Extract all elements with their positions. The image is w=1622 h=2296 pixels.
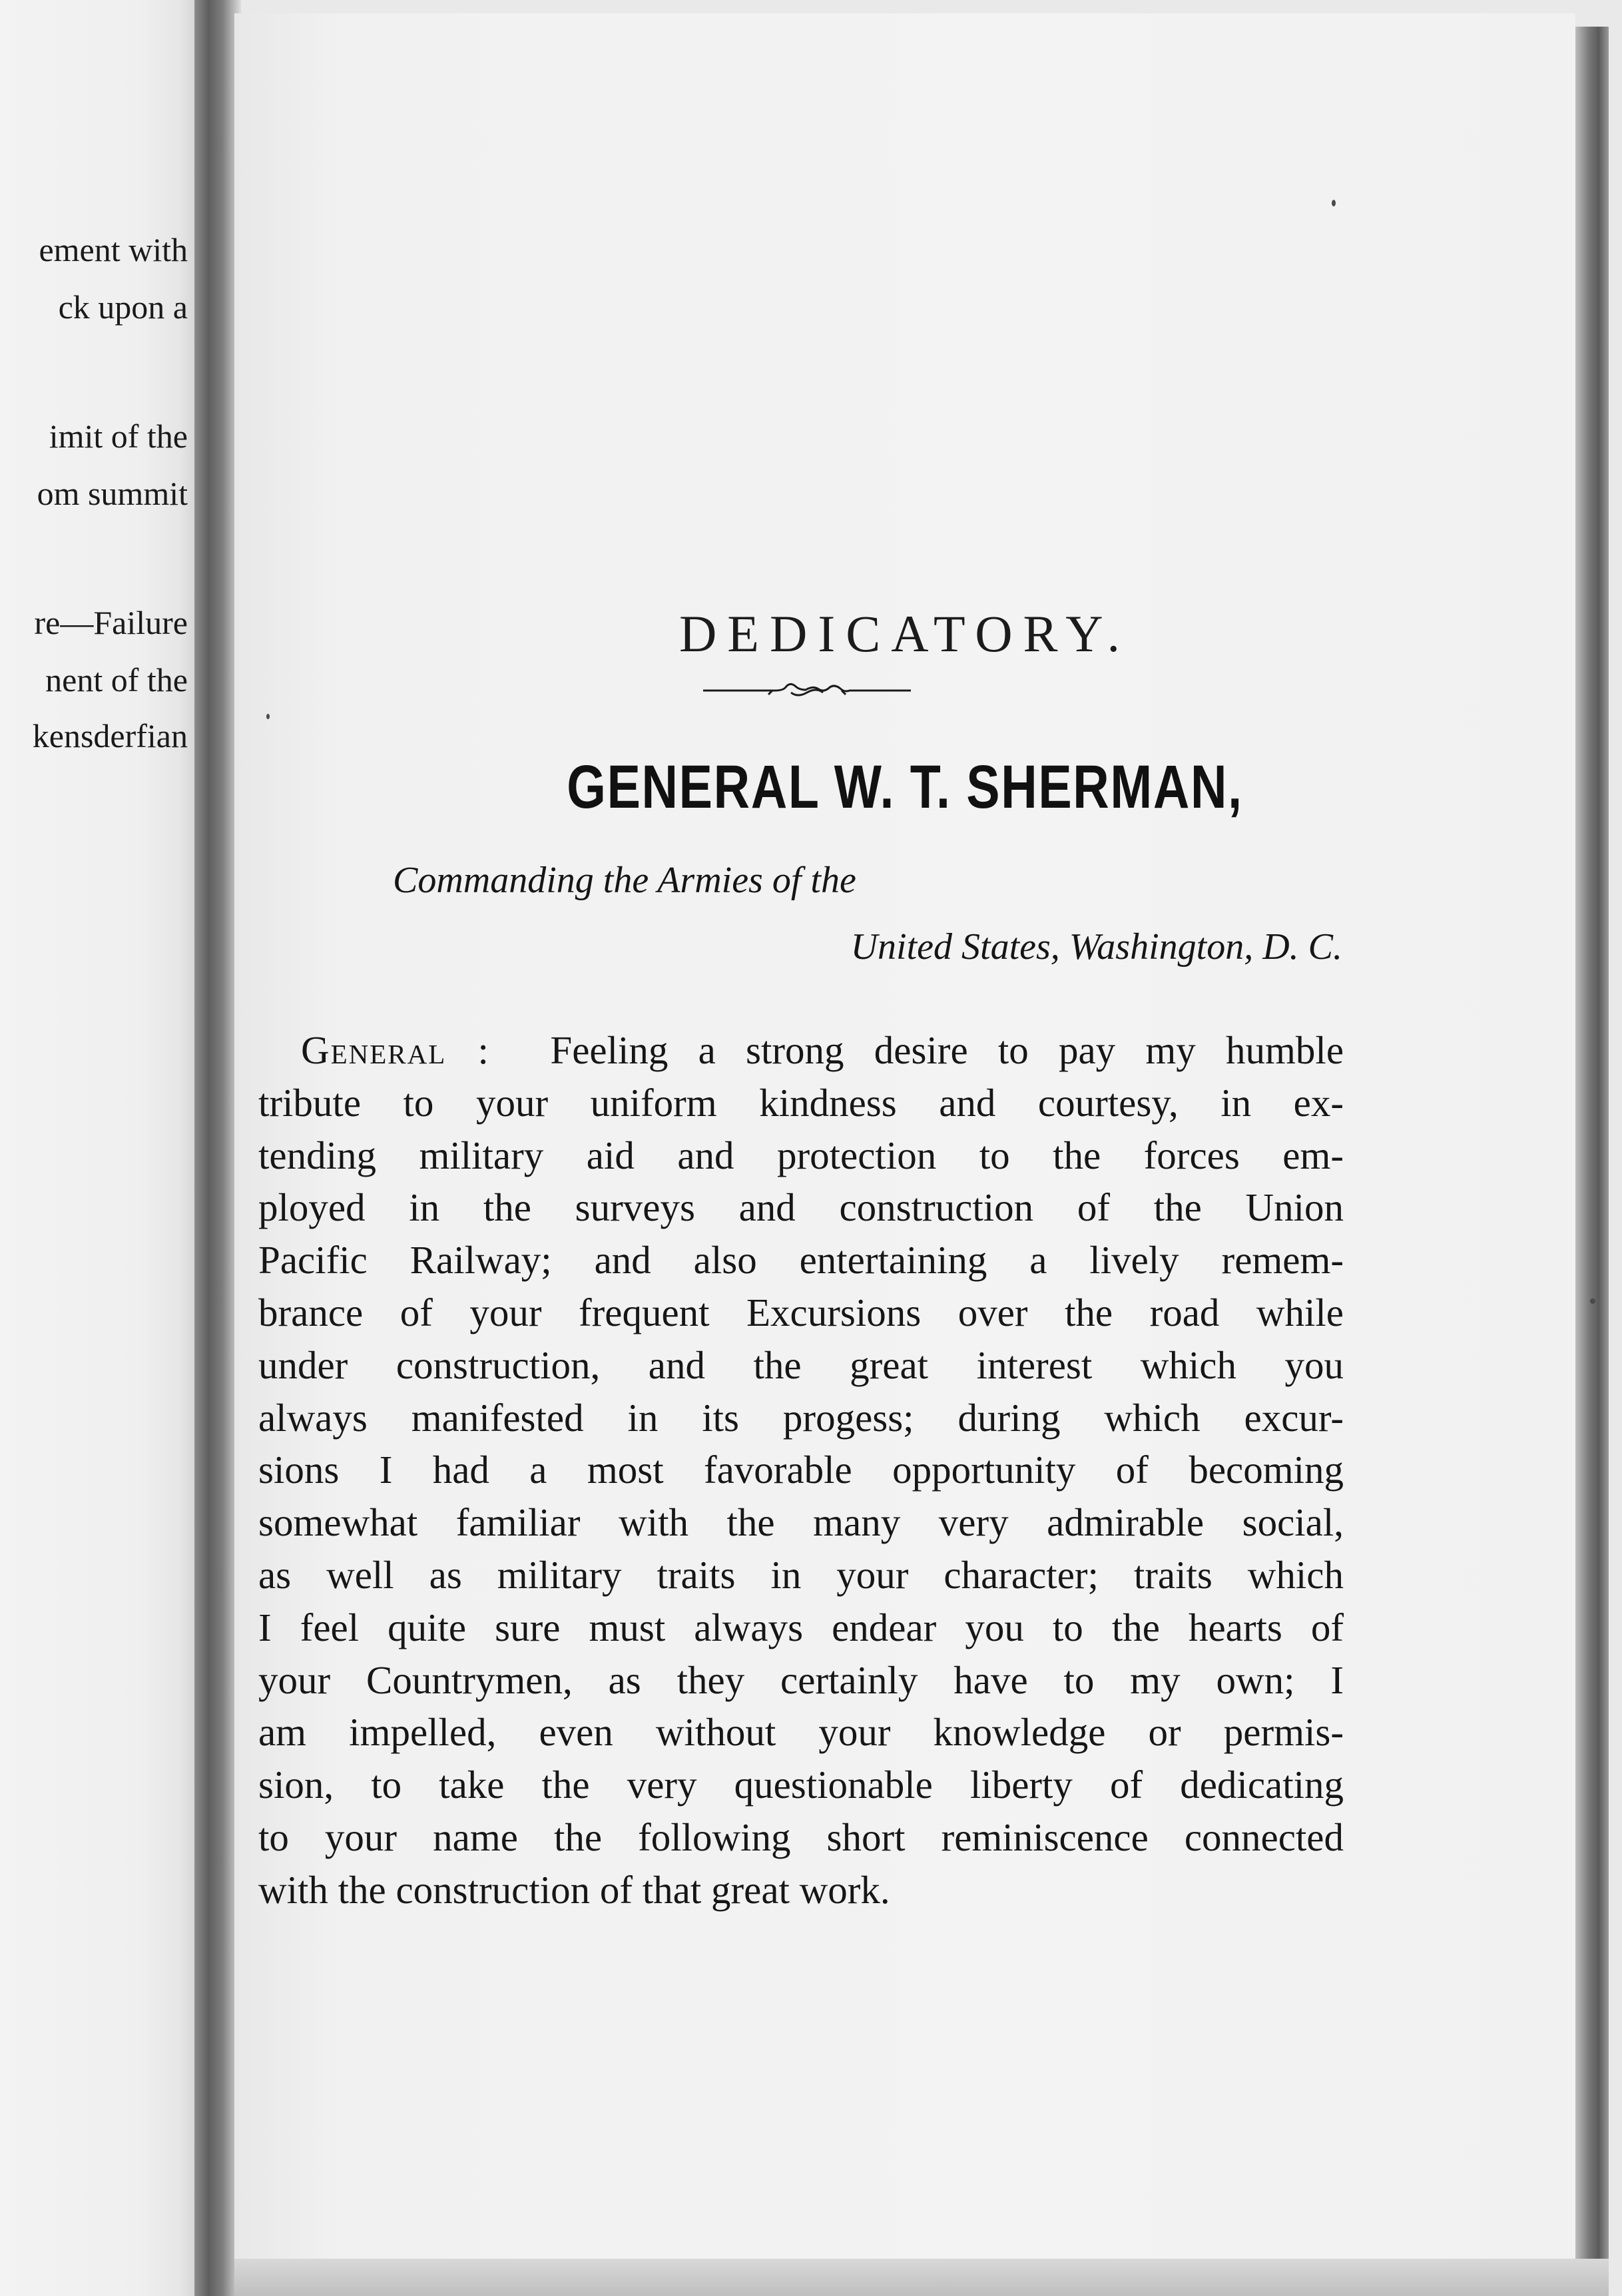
left-page-line: re—Failure (34, 604, 188, 641)
body-line: sions I had a most favorable opportunity of becoming (258, 1448, 1344, 1492)
body-line: with the construction of that great work. (258, 1867, 890, 1912)
body-line: Pacific Railway; and also entertaining a lively remem- (258, 1238, 1344, 1283)
body-line: tribute to your uniform kindness and courtesy, in ex- (258, 1080, 1344, 1125)
body-line: always manifested in its progess; during which excur- (258, 1395, 1344, 1440)
body-line: I feel quite sure must always endear you to the hearts of (258, 1605, 1344, 1649)
body-line: am impelled, even without your knowledge or permis- (258, 1710, 1344, 1755)
left-page-line: kensderfian (32, 717, 188, 754)
left-facing-page (0, 0, 200, 2296)
body-line: sion, to take the very questionable liberty of dedicating (258, 1763, 1344, 1807)
paper-speck (1332, 200, 1336, 206)
body-line (258, 1024, 1344, 1077)
paper-speck (1590, 1298, 1595, 1304)
body-line: as well as military traits in your character; traits which (258, 1552, 1344, 1597)
left-page-line: nent of the (45, 661, 188, 699)
body-line: tending military aid and protection to the forces em- (258, 1133, 1344, 1177)
dedication-body (258, 1024, 1344, 1916)
dedicatee-name: GENERAL W. T. SHERMAN, (567, 753, 1243, 821)
left-page-line: ement with (39, 231, 188, 268)
body-line: under construction, and the great interest which you (258, 1342, 1344, 1387)
body-line: your Countrymen, as they certainly have to my own; I (258, 1657, 1344, 1702)
left-page-line: imit of the (49, 418, 188, 455)
body-line: somewhat familiar with the many very admirable social, (258, 1500, 1344, 1545)
page-bottom-edge (234, 2259, 1609, 2296)
dedicatee-title-line: Commanding the Armies of the (393, 860, 856, 901)
left-page-line: om summit (37, 475, 188, 512)
left-page-line: ck upon a (58, 288, 188, 326)
salutation: General : (301, 1028, 490, 1072)
body-line-text: Feeling a strong desire to pay my humble (550, 1028, 1344, 1072)
page-title: DEDICATORY. (678, 605, 1131, 663)
body-line: to your name the following short reminiscence connected (258, 1815, 1344, 1859)
body-line: ployed in the surveys and construction of the Union (258, 1185, 1344, 1230)
page-stack-edge (1575, 27, 1609, 2264)
paper-speck (266, 714, 270, 719)
body-line: brance of your frequent Excursions over the road while (258, 1290, 1344, 1334)
dedicatee-title-line: United States, Washington, D. C. (850, 926, 1342, 968)
flourish-divider-icon (700, 673, 914, 706)
